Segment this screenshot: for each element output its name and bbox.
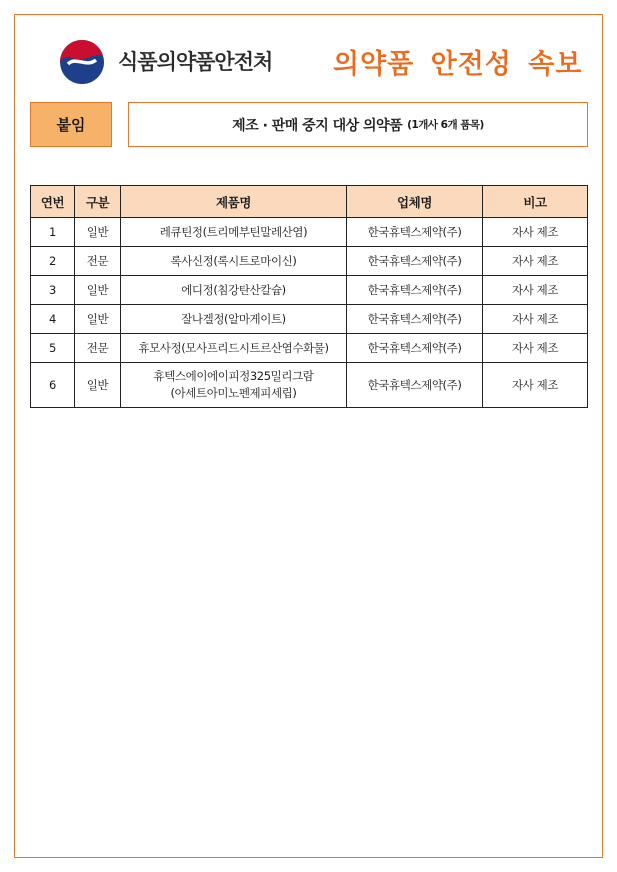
cell-no: 6 — [31, 363, 75, 408]
attachment-title: 제조 · 판매 중지 대상 의약품 — [232, 117, 403, 134]
header-company: 업체명 — [347, 186, 483, 218]
cell-product: 록사신정(록시트로마이신) — [121, 247, 347, 276]
cell-no: 3 — [31, 276, 75, 305]
cell-company: 한국휴텍스제약(주) — [347, 334, 483, 363]
cell-category: 전문 — [75, 334, 121, 363]
cell-product — [121, 363, 347, 408]
attachment-label: 붙임 — [30, 102, 112, 147]
cell-note: 자사 제조 — [483, 247, 588, 276]
table-row — [31, 305, 588, 334]
header-category: 구분 — [75, 186, 121, 218]
cell-company: 한국휴텍스제약(주) — [347, 218, 483, 247]
table-row — [31, 363, 588, 408]
cell-category: 일반 — [75, 305, 121, 334]
header-note: 비고 — [483, 186, 588, 218]
attachment-subtitle: (1개사 6개 품목) — [407, 119, 484, 131]
cell-category: 전문 — [75, 247, 121, 276]
cell-company: 한국휴텍스제약(주) — [347, 276, 483, 305]
cell-no: 5 — [31, 334, 75, 363]
table-row — [31, 276, 588, 305]
table-header-row — [31, 186, 588, 218]
cell-company: 한국휴텍스제약(주) — [347, 363, 483, 408]
cell-category: 일반 — [75, 276, 121, 305]
cell-no: 4 — [31, 305, 75, 334]
cell-company: 한국휴텍스제약(주) — [347, 247, 483, 276]
cell-category: 일반 — [75, 363, 121, 408]
cell-no: 1 — [31, 218, 75, 247]
header-product: 제품명 — [121, 186, 347, 218]
cell-product: 휴모사정(모사프리드시트르산염수화물) — [121, 334, 347, 363]
cell-product-line1: 휴텍스에이에이피정325밀리그람 — [153, 369, 314, 383]
table-row — [31, 247, 588, 276]
cell-product: 레큐틴정(트리메부틴말레산염) — [121, 218, 347, 247]
attachment-title-box — [128, 102, 588, 147]
product-table — [30, 185, 588, 408]
cell-no: 2 — [31, 247, 75, 276]
bulletin-title: 의약품 안전성 속보 — [333, 49, 583, 80]
government-emblem-icon — [58, 38, 110, 86]
cell-product-line2: (아세트아미노펜제피세립) — [170, 386, 297, 400]
cell-note: 자사 제조 — [483, 334, 588, 363]
org-name: 식품의약품안전처 — [118, 50, 273, 74]
cell-note: 자사 제조 — [483, 305, 588, 334]
cell-category: 일반 — [75, 218, 121, 247]
table-row — [31, 218, 588, 247]
cell-company: 한국휴텍스제약(주) — [347, 305, 483, 334]
header-no: 연번 — [31, 186, 75, 218]
cell-note: 자사 제조 — [483, 363, 588, 408]
cell-product: 에디정(침강탄산칼슘) — [121, 276, 347, 305]
table-row — [31, 334, 588, 363]
cell-note: 자사 제조 — [483, 276, 588, 305]
cell-product: 잘나겔정(알마게이트) — [121, 305, 347, 334]
cell-note: 자사 제조 — [483, 218, 588, 247]
